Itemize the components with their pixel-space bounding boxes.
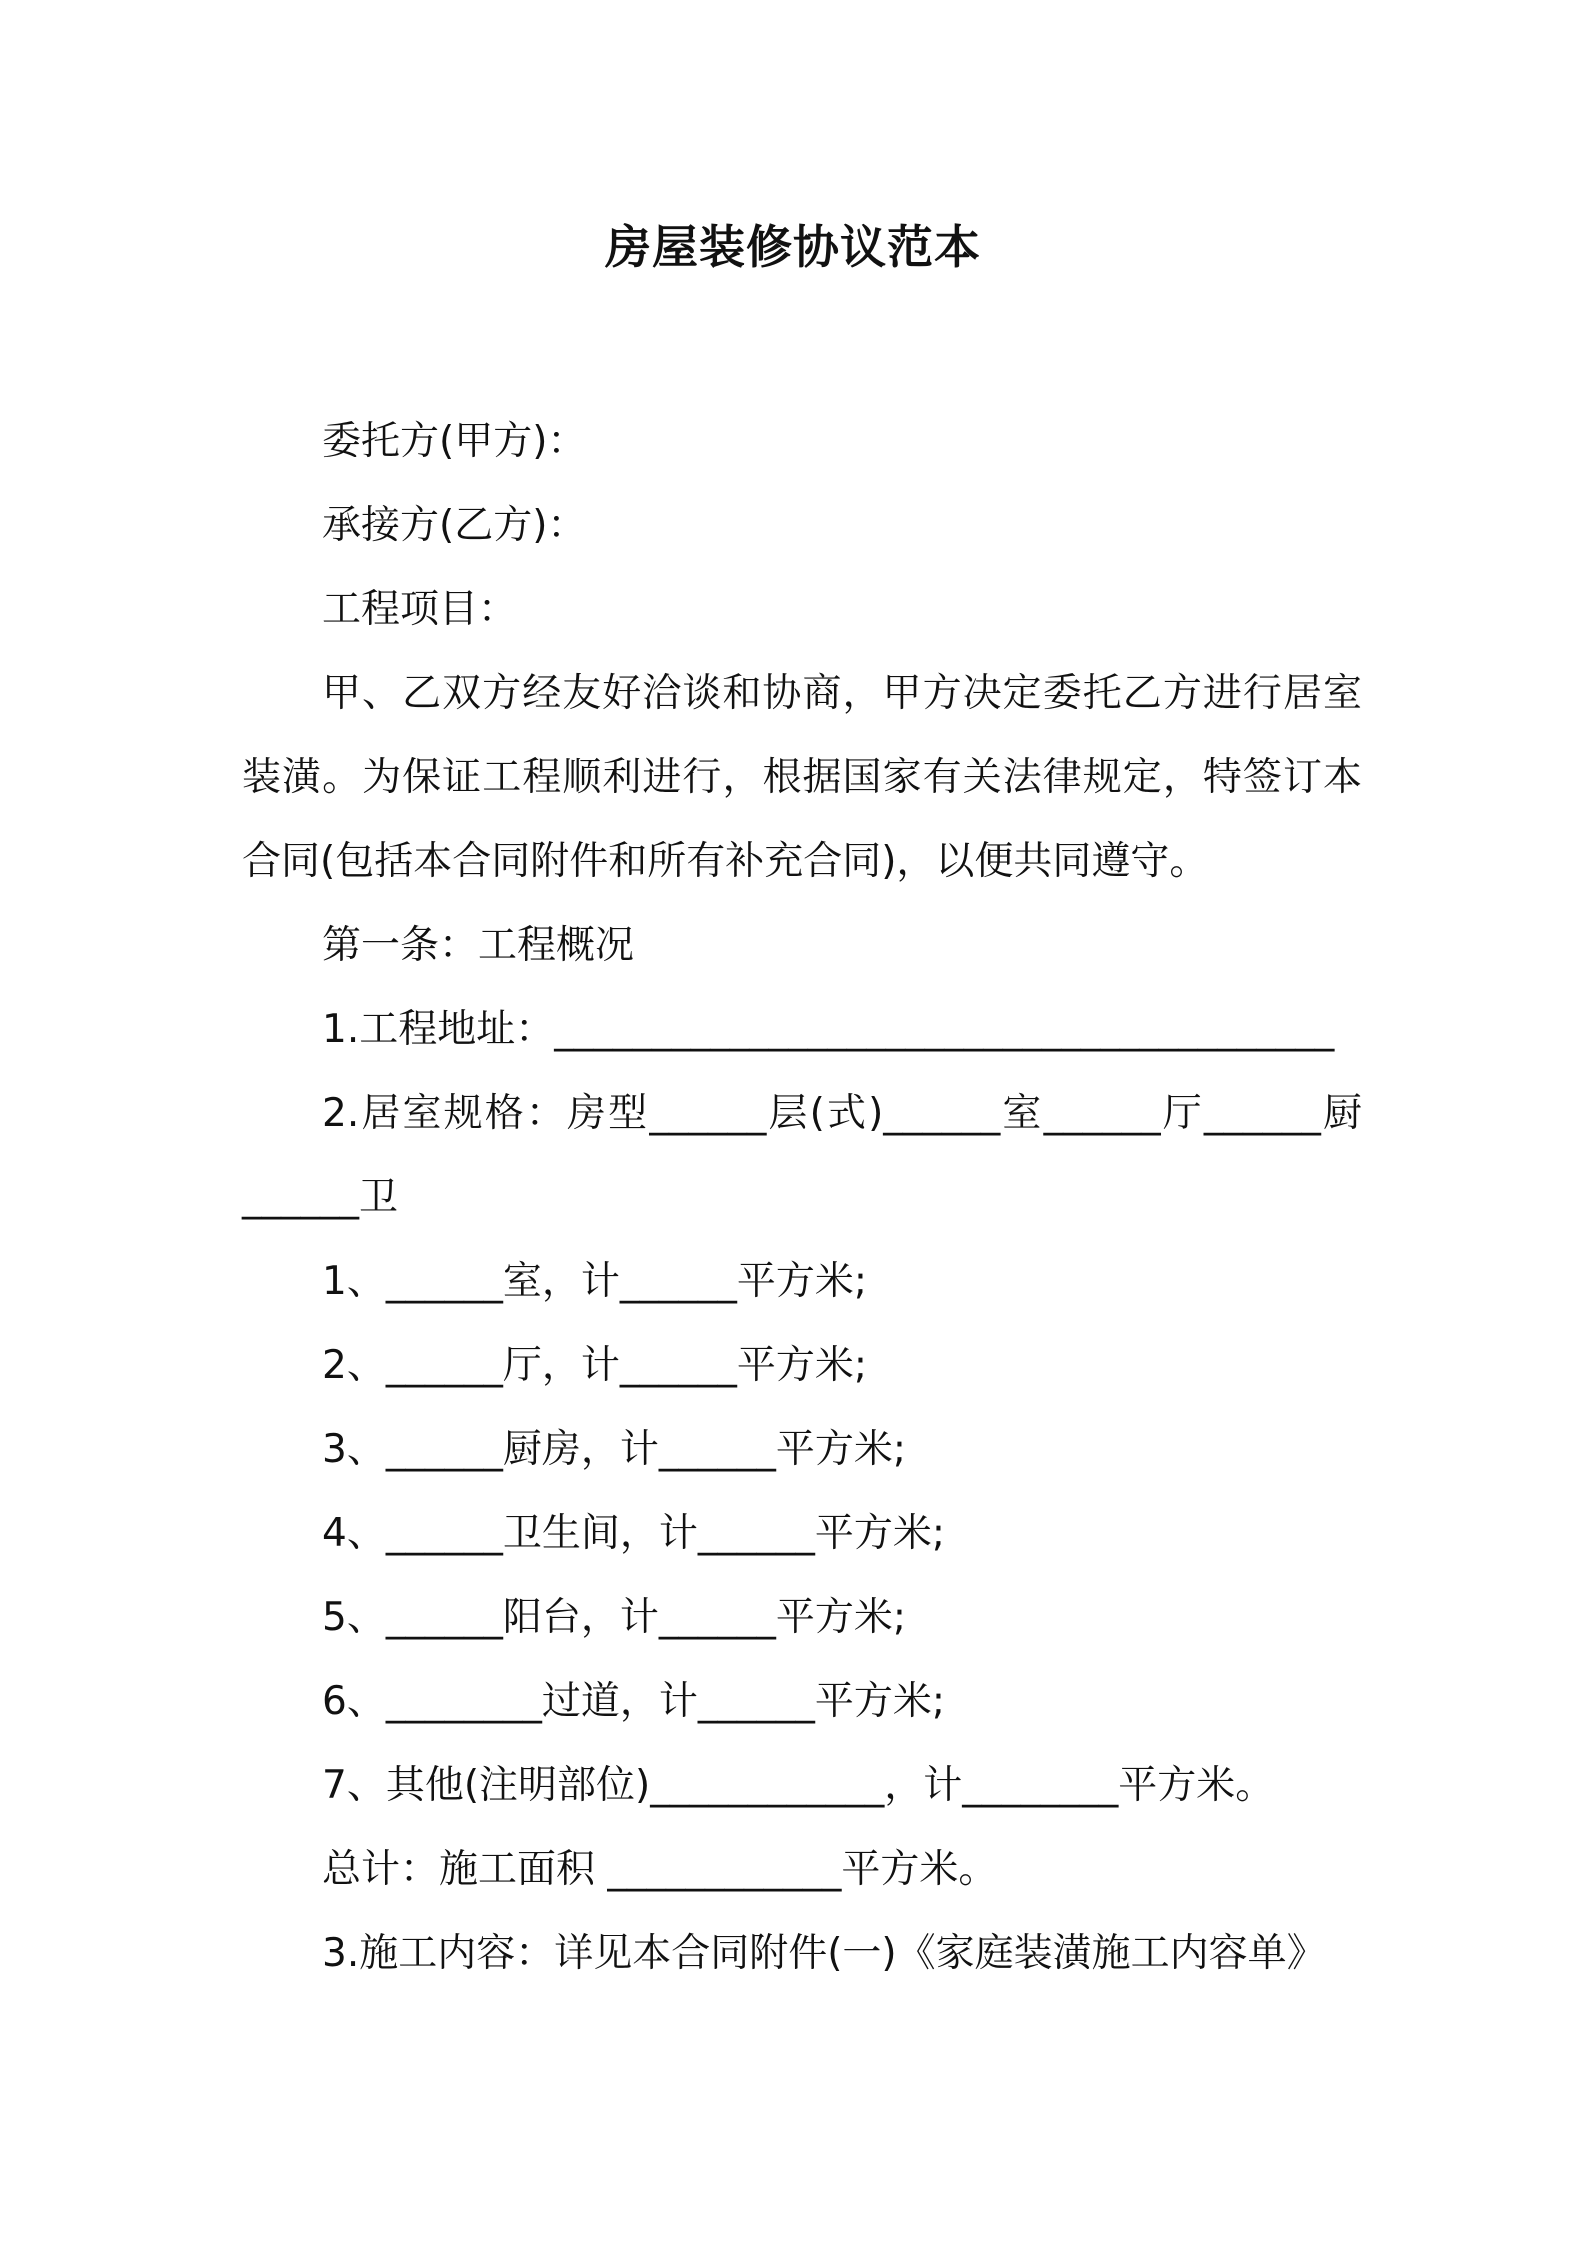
- article-one-heading: 第一条：工程概况: [322, 923, 635, 968]
- area-item-6: 6、________过道，计______平方米;: [322, 1679, 945, 1724]
- document-body: [242, 400, 1362, 1996]
- area-item-4: 4、______卫生间，计______平方米;: [322, 1511, 945, 1556]
- area-item-3: 3、______厨房，计______平方米;: [322, 1427, 906, 1472]
- area-item-2: 2、______厅，计______平方米;: [322, 1343, 867, 1388]
- area-item-7: 7、其他(注明部位)____________，计________平方米。: [322, 1763, 1275, 1808]
- party-a-line: 委托方(甲方)：: [322, 419, 587, 464]
- intro-paragraph: 甲、乙双方经友好洽谈和协商，甲方决定委托乙方进行居室装潢。为保证工程顺利进行，根据国家有关法律规定，特签订本合同(包括本合同附件和所有补充合同)，以便共同遵守。: [242, 671, 1362, 884]
- project-line: 工程项目：: [322, 587, 518, 632]
- document-title: 房屋装修协议范本: [605, 220, 981, 274]
- party-b-line: 承接方(乙方)：: [322, 503, 587, 548]
- address-line: 1.工程地址：________________________________________: [322, 1007, 1335, 1052]
- construction-content-line: 3.施工内容：详见本合同附件(一)《家庭装潢施工内容单》: [322, 1931, 1326, 1976]
- total-area-line: 总计：施工面积 ____________平方米。: [322, 1847, 998, 1892]
- area-item-1: 1、______室，计______平方米;: [322, 1259, 867, 1304]
- room-spec-line: 2.居室规格：房型______层(式)______室______厅______厨______卫: [242, 1091, 1362, 1220]
- area-item-5: 5、______阳台，计______平方米;: [322, 1595, 906, 1640]
